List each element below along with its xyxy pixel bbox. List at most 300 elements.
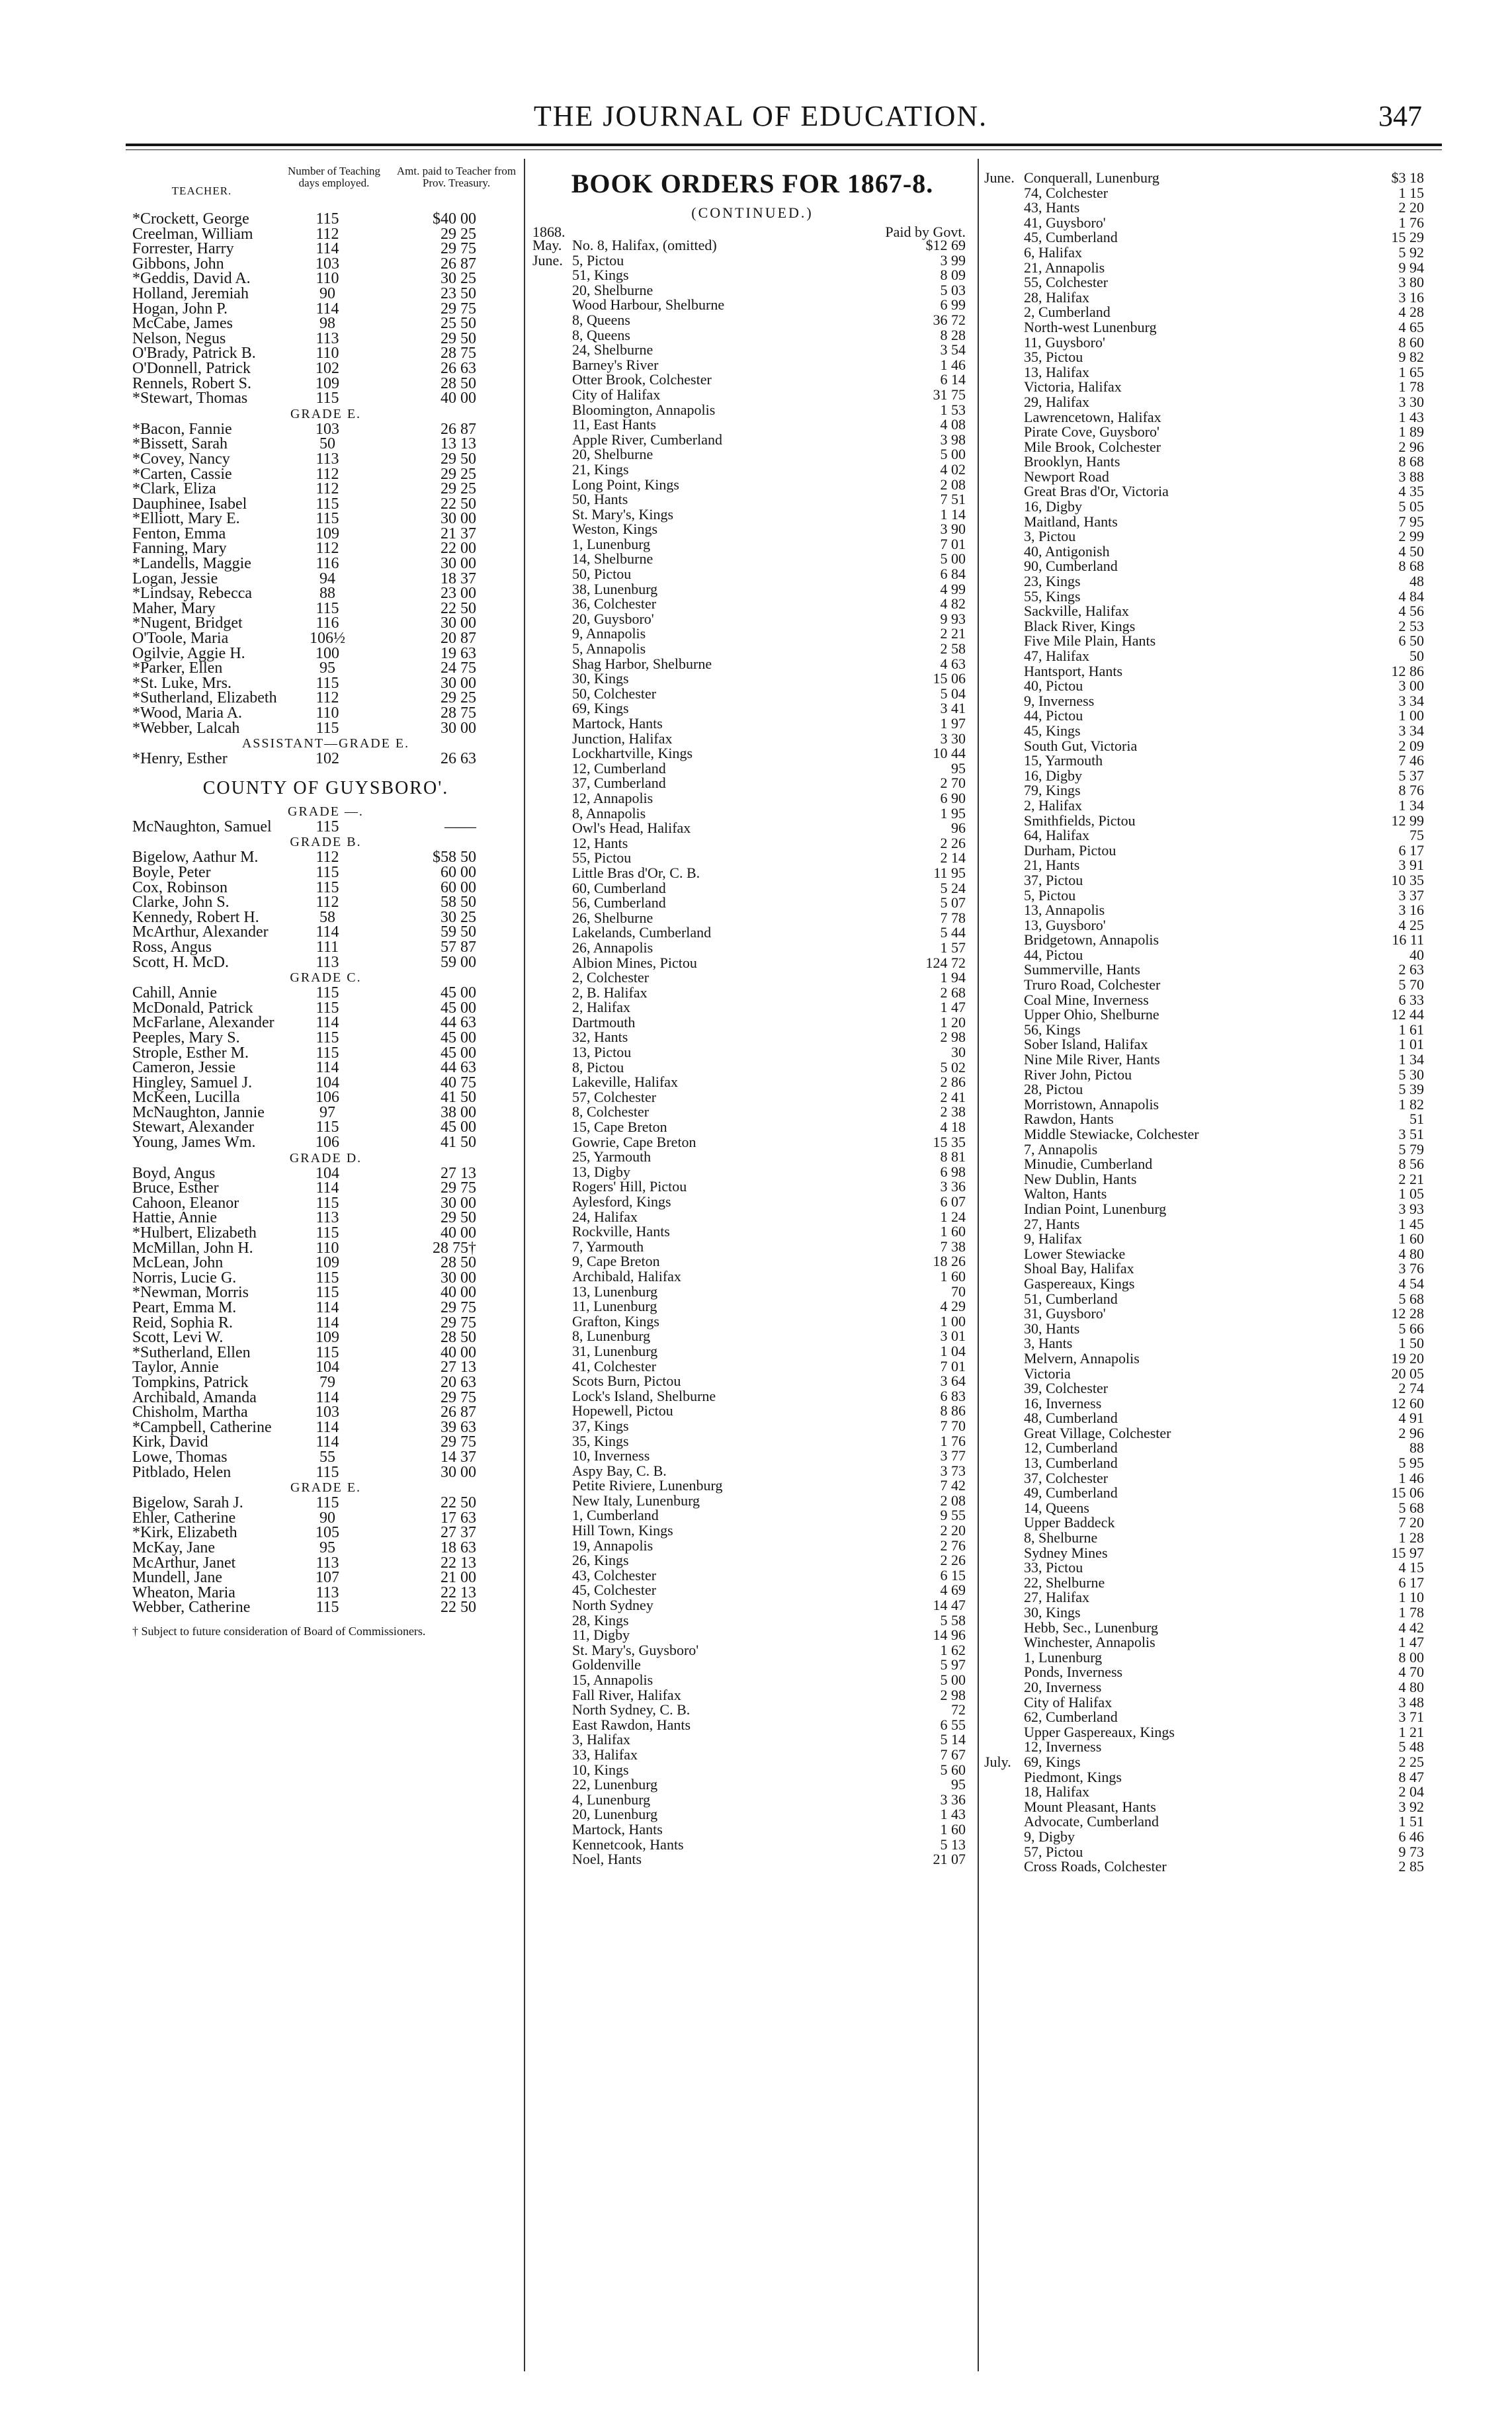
teaching-days: 109 bbox=[315, 1254, 339, 1272]
amount-paid: 3 34 bbox=[1398, 692, 1424, 709]
teacher-name: Gibbons, John bbox=[132, 255, 224, 273]
teaching-days: 115 bbox=[315, 1269, 339, 1287]
school-section: 60, Cumberland bbox=[572, 879, 666, 896]
month-label: May. bbox=[532, 237, 562, 253]
list-item bbox=[984, 918, 1434, 933]
list-item bbox=[984, 679, 1434, 694]
teacher-name: Bigelow, Sarah J. bbox=[132, 1494, 243, 1512]
amount-paid: 2 26 bbox=[940, 834, 966, 851]
amount-paid: 4 08 bbox=[940, 416, 966, 433]
table-row bbox=[132, 331, 519, 347]
amount-paid: 4 50 bbox=[1398, 542, 1424, 560]
book-orders-title: BOOK ORDERS FOR 1867-8. bbox=[571, 169, 934, 198]
teacher-name: Strople, Esther M. bbox=[132, 1044, 249, 1062]
list-item bbox=[984, 634, 1434, 649]
amount-paid: 5 00 bbox=[940, 1671, 966, 1688]
school-section: 8, Pictou bbox=[572, 1058, 624, 1076]
teaching-days: 106 bbox=[315, 1089, 339, 1107]
teaching-days: 103 bbox=[315, 1404, 339, 1421]
list-item bbox=[532, 1374, 972, 1389]
school-section: 50, Hants bbox=[572, 491, 628, 508]
list-item bbox=[532, 1060, 972, 1076]
school-section: Smithfields, Pictou bbox=[1024, 812, 1136, 829]
table-row bbox=[132, 646, 519, 661]
amount-paid: 1 62 bbox=[940, 1641, 966, 1658]
teacher-column bbox=[132, 165, 519, 1638]
amount-paid: 40 00 bbox=[441, 1224, 476, 1242]
amount-paid: 29 50 bbox=[441, 329, 476, 347]
list-item bbox=[532, 761, 972, 777]
amount-paid: 29 25 bbox=[441, 689, 476, 707]
teaching-days: 115 bbox=[315, 599, 339, 617]
amount-paid: 9 82 bbox=[1398, 349, 1424, 366]
list-item bbox=[984, 1755, 1434, 1770]
amount-paid: 5 68 bbox=[1398, 1290, 1424, 1307]
teaching-days: 50 bbox=[319, 435, 335, 453]
amount-paid: 5 48 bbox=[1398, 1738, 1424, 1755]
list-item bbox=[984, 529, 1434, 544]
teaching-days: 115 bbox=[315, 818, 339, 835]
amount-paid: 1 00 bbox=[1398, 707, 1424, 724]
amount-paid: 6 14 bbox=[940, 371, 966, 388]
amount-paid: 1 78 bbox=[1398, 378, 1424, 396]
school-section: Maitland, Hants bbox=[1024, 513, 1118, 530]
school-section: Middle Stewiacke, Colchester bbox=[1024, 1126, 1199, 1142]
amount-paid: 5 39 bbox=[1398, 1081, 1424, 1098]
table-row bbox=[132, 1241, 519, 1256]
amount-paid: 5 37 bbox=[1398, 767, 1424, 784]
school-section: Upper Baddeck bbox=[1024, 1514, 1115, 1531]
teaching-days: 55 bbox=[319, 1448, 335, 1466]
teacher-name: Scott, H. McD. bbox=[132, 953, 229, 971]
list-item bbox=[532, 612, 972, 627]
list-item bbox=[532, 462, 972, 478]
amount-paid: 1 97 bbox=[940, 715, 966, 732]
school-section: City of Halifax bbox=[1024, 1693, 1113, 1711]
teacher-name: Holland, Jeremiah bbox=[132, 284, 249, 302]
amount-paid: 4 99 bbox=[940, 580, 966, 597]
school-section: Advocate, Cumberland bbox=[1024, 1813, 1159, 1830]
school-section: Bridgetown, Annapolis bbox=[1024, 931, 1159, 949]
list-item bbox=[984, 1859, 1434, 1875]
school-section: Hantsport, Hants bbox=[1024, 662, 1123, 679]
school-section: Goldenville bbox=[572, 1656, 641, 1673]
amount-paid: 5 58 bbox=[940, 1611, 966, 1628]
list-item bbox=[532, 1553, 972, 1568]
table-row bbox=[132, 391, 519, 406]
table-row bbox=[132, 1360, 519, 1375]
school-section: Great Bras d'Or, Victoria bbox=[1024, 483, 1169, 500]
list-item bbox=[984, 484, 1434, 499]
amount-paid: 2 08 bbox=[940, 476, 966, 493]
school-section: Brooklyn, Hants bbox=[1024, 453, 1120, 470]
amount-paid: 124 72 bbox=[925, 954, 966, 971]
school-section: 20, Guysboro' bbox=[572, 610, 654, 627]
teacher-name: Cox, Robinson bbox=[132, 878, 228, 896]
teaching-days: 116 bbox=[315, 614, 339, 632]
amount-paid: 8 86 bbox=[940, 1402, 966, 1419]
teacher-name: Maher, Mary bbox=[132, 599, 216, 617]
school-section: 7, Yarmouth bbox=[572, 1238, 644, 1255]
school-section: 21, Hants bbox=[1024, 857, 1080, 874]
teaching-days: 113 bbox=[315, 1209, 339, 1227]
list-item bbox=[984, 454, 1434, 470]
school-section: Morristown, Annapolis bbox=[1024, 1095, 1159, 1113]
teaching-days: 110 bbox=[315, 1239, 339, 1257]
school-section: 26, Annapolis bbox=[572, 939, 653, 956]
table-row bbox=[132, 302, 519, 317]
amount-paid: 1 78 bbox=[1398, 1604, 1424, 1621]
school-section: 20, Shelburne bbox=[572, 281, 653, 298]
teaching-days: 115 bbox=[315, 1194, 339, 1212]
list-item bbox=[532, 1658, 972, 1673]
list-item bbox=[532, 1793, 972, 1808]
list-item bbox=[984, 873, 1434, 888]
school-section: St. Mary's, Guysboro' bbox=[572, 1641, 699, 1658]
list-item bbox=[984, 395, 1434, 410]
table-row bbox=[132, 1465, 519, 1480]
school-section: 47, Halifax bbox=[1024, 648, 1089, 664]
teacher-name: Bigelow, Aathur M. bbox=[132, 849, 259, 867]
teaching-days: 115 bbox=[315, 510, 339, 528]
table-row bbox=[132, 556, 519, 571]
list-item bbox=[532, 1344, 972, 1359]
school-section: 36, Colchester bbox=[572, 595, 657, 613]
amount-paid: 7 42 bbox=[940, 1477, 966, 1494]
school-section: 57, Pictou bbox=[1024, 1843, 1083, 1860]
amount-paid: 21 07 bbox=[933, 1851, 966, 1868]
school-section: 40, Antigonish bbox=[1024, 542, 1110, 560]
amount-paid: 2 08 bbox=[940, 1492, 966, 1509]
amount-paid: 50 bbox=[1409, 648, 1424, 664]
table-row bbox=[132, 467, 519, 482]
amount-paid: 15 35 bbox=[933, 1133, 966, 1150]
amount-paid: 26 63 bbox=[441, 359, 476, 377]
teacher-name: Boyle, Peter bbox=[132, 863, 211, 881]
list-item bbox=[532, 1494, 972, 1509]
teacher-name: Taylor, Annie bbox=[132, 1359, 219, 1376]
month-label: June. bbox=[532, 251, 563, 269]
teacher-name: *Covey, Nancy bbox=[132, 450, 230, 468]
teacher-name: Lowe, Thomas bbox=[132, 1448, 228, 1466]
list-item bbox=[532, 1269, 972, 1285]
table-row bbox=[132, 541, 519, 556]
amount-paid: 44 63 bbox=[441, 1014, 476, 1032]
teacher-name: Young, James Wm. bbox=[132, 1134, 256, 1152]
list-item bbox=[532, 701, 972, 716]
teacher-name: Tompkins, Patrick bbox=[132, 1373, 249, 1391]
list-item bbox=[984, 1157, 1434, 1172]
school-section: Lockhartville, Kings bbox=[572, 745, 693, 762]
list-item bbox=[532, 328, 972, 343]
list-item bbox=[984, 962, 1434, 978]
list-item bbox=[532, 537, 972, 552]
amount-paid: 3 98 bbox=[940, 431, 966, 448]
school-section: 24, Shelburne bbox=[572, 341, 653, 359]
list-item bbox=[984, 1486, 1434, 1501]
list-item bbox=[984, 230, 1434, 245]
amount-paid: 12 44 bbox=[1391, 1006, 1424, 1023]
teacher-name: *Webber, Lalcah bbox=[132, 719, 240, 737]
teacher-heading: TEACHER. bbox=[171, 185, 232, 197]
teacher-name: Cameron, Jessie bbox=[132, 1059, 235, 1077]
school-section: Melvern, Annapolis bbox=[1024, 1349, 1140, 1367]
list-item bbox=[984, 1471, 1434, 1486]
school-section: Rogers' Hill, Pictou bbox=[572, 1178, 687, 1195]
teacher-name: McFarlane, Alexander bbox=[132, 1014, 274, 1032]
list-item bbox=[984, 350, 1434, 365]
list-item bbox=[532, 1389, 972, 1404]
school-section: 57, Colchester bbox=[572, 1088, 657, 1105]
amount-paid: 16 11 bbox=[1392, 931, 1424, 949]
list-item bbox=[532, 1838, 972, 1853]
list-item bbox=[532, 1822, 972, 1838]
teacher-name: Hingley, Samuel J. bbox=[132, 1074, 253, 1091]
teaching-days: 104 bbox=[315, 1074, 339, 1091]
school-section: 69, Kings bbox=[572, 700, 629, 717]
amount-paid: 5 44 bbox=[940, 924, 966, 941]
amount-paid: 4 54 bbox=[1398, 1275, 1424, 1292]
amount-paid: 1 34 bbox=[1398, 1051, 1424, 1068]
teacher-name: Pitblado, Helen bbox=[132, 1463, 231, 1481]
amount-paid: 28 75 bbox=[441, 345, 476, 362]
table-row bbox=[132, 1105, 519, 1121]
amount-paid: 1 34 bbox=[1398, 796, 1424, 814]
list-item bbox=[984, 649, 1434, 664]
table-row bbox=[132, 482, 519, 497]
list-item bbox=[984, 1650, 1434, 1666]
table-row bbox=[132, 1316, 519, 1331]
list-item bbox=[984, 724, 1434, 739]
amount-paid: 95 bbox=[951, 759, 966, 777]
teacher-name: Ogilvie, Aggie H. bbox=[132, 644, 245, 662]
table-row bbox=[132, 850, 519, 865]
school-section: 15, Annapolis bbox=[572, 1671, 653, 1688]
amount-paid: 2 98 bbox=[940, 1686, 966, 1703]
school-section: 39, Colchester bbox=[1024, 1380, 1109, 1397]
teacher-name: *Parker, Ellen bbox=[132, 659, 223, 677]
amount-paid: 3 36 bbox=[940, 1178, 966, 1195]
teaching-days: 115 bbox=[315, 1029, 339, 1046]
amount-paid: 2 74 bbox=[1398, 1380, 1424, 1397]
teacher-name: *Hulbert, Elizabeth bbox=[132, 1224, 257, 1242]
amount-paid: 4 18 bbox=[940, 1119, 966, 1136]
amount-paid: 1 47 bbox=[1398, 1634, 1424, 1651]
school-section: Conquerall, Lunenburg bbox=[1024, 169, 1159, 186]
list-item bbox=[984, 1082, 1434, 1097]
teacher-name: Scott, Levi W. bbox=[132, 1329, 224, 1347]
teacher-name: McMillan, John H. bbox=[132, 1239, 253, 1257]
amount-paid: 5 03 bbox=[940, 281, 966, 298]
amount-paid: 22 50 bbox=[441, 599, 476, 617]
school-section: Sackville, Halifax bbox=[1024, 603, 1129, 620]
school-section: 56, Cumberland bbox=[572, 894, 666, 911]
school-section: Sober Island, Halifax bbox=[1024, 1036, 1148, 1053]
amount-paid: 45 00 bbox=[441, 999, 476, 1017]
amount-paid: 20 63 bbox=[441, 1373, 476, 1391]
table-row bbox=[132, 1375, 519, 1390]
school-section: Pirate Cove, Guysboro' bbox=[1024, 423, 1159, 441]
school-section: 30, Hants bbox=[1024, 1320, 1080, 1337]
amount-paid: 2 98 bbox=[940, 1029, 966, 1046]
amount-paid: 6 07 bbox=[940, 1193, 966, 1210]
school-section: Sydney Mines bbox=[1024, 1544, 1108, 1561]
amount-paid: 6 33 bbox=[1398, 991, 1424, 1008]
list-item bbox=[532, 1224, 972, 1240]
list-item bbox=[984, 1247, 1434, 1262]
teacher-name: Kennedy, Robert H. bbox=[132, 908, 259, 926]
list-item bbox=[532, 507, 972, 523]
amount-paid: 27 37 bbox=[441, 1524, 476, 1542]
amount-paid: 3 64 bbox=[940, 1373, 966, 1390]
teacher-name: Logan, Jessie bbox=[132, 570, 218, 587]
amount-paid: 4 91 bbox=[1398, 1410, 1424, 1427]
list-item bbox=[984, 1770, 1434, 1785]
teaching-days: 115 bbox=[315, 1463, 339, 1481]
amount-paid: 58 50 bbox=[441, 894, 476, 911]
school-section: 21, Annapolis bbox=[1024, 259, 1105, 276]
days-heading: Number of Teaching days employed. bbox=[287, 165, 381, 189]
amount-paid: 8 60 bbox=[1398, 333, 1424, 351]
teaching-days: 111 bbox=[315, 938, 339, 956]
teacher-name: *Campbell, Catherine bbox=[132, 1418, 272, 1436]
table-row bbox=[132, 1120, 519, 1135]
grade-heading: ASSISTANT—GRADE E. bbox=[241, 736, 410, 751]
teaching-days: 94 bbox=[319, 570, 335, 587]
table-block-3 bbox=[132, 751, 519, 767]
teacher-name: *Sutherland, Elizabeth bbox=[132, 689, 277, 707]
amount-paid: 15 06 bbox=[1391, 1484, 1424, 1502]
list-item bbox=[984, 708, 1434, 724]
amount-paid: —— bbox=[444, 818, 476, 835]
amount-paid: 1 94 bbox=[940, 969, 966, 986]
teacher-name: Stewart, Alexander bbox=[132, 1119, 254, 1136]
teacher-name: Chisholm, Martha bbox=[132, 1404, 248, 1421]
amount-paid: 22 50 bbox=[441, 495, 476, 513]
school-section: 13, Pictou bbox=[572, 1044, 632, 1061]
teacher-name: Peart, Emma M. bbox=[132, 1299, 237, 1316]
amount-paid: 29 75 bbox=[441, 1299, 476, 1316]
teaching-days: 115 bbox=[315, 495, 339, 513]
amount-paid: 3 92 bbox=[1398, 1798, 1424, 1815]
teaching-days: 58 bbox=[319, 908, 335, 926]
school-section: 20, Lunenburg bbox=[572, 1806, 658, 1823]
amount-paid: 1 28 bbox=[1398, 1529, 1424, 1546]
list-item bbox=[532, 492, 972, 507]
school-section: Piedmont, Kings bbox=[1024, 1768, 1122, 1785]
list-item bbox=[532, 746, 972, 761]
school-section: Lawrencetown, Halifax bbox=[1024, 408, 1161, 425]
school-section: 22, Shelburne bbox=[1024, 1574, 1105, 1591]
school-section: 44, Pictou bbox=[1024, 946, 1083, 963]
school-section: 5, Pictou bbox=[572, 251, 624, 269]
amount-paid: 2 09 bbox=[1398, 737, 1424, 754]
teacher-name: *Sutherland, Ellen bbox=[132, 1343, 251, 1361]
school-section: Rockville, Hants bbox=[572, 1223, 670, 1240]
school-section: 62, Cumberland bbox=[1024, 1709, 1118, 1726]
amount-paid: 3 93 bbox=[1398, 1200, 1424, 1217]
teacher-table-header bbox=[132, 165, 519, 212]
list-item bbox=[984, 1515, 1434, 1531]
list-item bbox=[532, 1508, 972, 1523]
school-section: 8, Colchester bbox=[572, 1103, 650, 1121]
table-block-4 bbox=[132, 820, 519, 835]
teaching-days: 112 bbox=[315, 849, 339, 867]
amount-paid: 4 02 bbox=[940, 460, 966, 478]
list-item bbox=[984, 216, 1434, 231]
table-block-1 bbox=[132, 212, 519, 406]
list-item bbox=[532, 956, 972, 971]
school-section: Rawdon, Hants bbox=[1024, 1111, 1114, 1128]
school-section: 19, Annapolis bbox=[572, 1537, 653, 1554]
school-section: 8, Shelburne bbox=[1024, 1529, 1098, 1546]
table-row bbox=[132, 895, 519, 910]
table-row bbox=[132, 1060, 519, 1076]
school-section: Walton, Hants bbox=[1024, 1185, 1107, 1203]
header-rule-thin bbox=[126, 149, 1442, 150]
teaching-days: 113 bbox=[315, 329, 339, 347]
list-item bbox=[532, 447, 972, 462]
amount-paid: 1 46 bbox=[1398, 1469, 1424, 1486]
table-row bbox=[132, 422, 519, 437]
table-row bbox=[132, 361, 519, 376]
teaching-days: 115 bbox=[315, 674, 339, 692]
amount-paid: 1 01 bbox=[1398, 1036, 1424, 1053]
teaching-days: 107 bbox=[315, 1569, 339, 1587]
school-section: North-west Lunenburg bbox=[1024, 318, 1157, 335]
amount-paid: 1 60 bbox=[940, 1820, 966, 1838]
school-section: 49, Cumberland bbox=[1024, 1484, 1118, 1502]
list-item bbox=[984, 1800, 1434, 1815]
amount-paid: 1 60 bbox=[940, 1223, 966, 1240]
amount-paid: 14 47 bbox=[933, 1597, 966, 1614]
amount-paid: 38 00 bbox=[441, 1103, 476, 1121]
amount-paid: 5 68 bbox=[1398, 1499, 1424, 1516]
teacher-name: O'Toole, Maria bbox=[132, 630, 229, 648]
list-item bbox=[984, 1097, 1434, 1113]
month-label: June. bbox=[984, 169, 1015, 186]
school-section: Little Bras d'Or, C. B. bbox=[572, 864, 700, 881]
amount-paid: $12 69 bbox=[925, 237, 966, 253]
list-item bbox=[532, 1075, 972, 1090]
list-item bbox=[984, 1830, 1434, 1845]
teaching-days: 112 bbox=[315, 540, 339, 558]
table-row bbox=[132, 286, 519, 302]
list-item bbox=[532, 1628, 972, 1643]
school-section: 26, Kings bbox=[572, 1552, 629, 1569]
list-item bbox=[984, 948, 1434, 963]
amount-paid: 2 96 bbox=[1398, 438, 1424, 455]
list-item bbox=[532, 1135, 972, 1150]
school-section: Coal Mine, Inverness bbox=[1024, 991, 1149, 1008]
list-item bbox=[532, 582, 972, 597]
amount-paid: 30 00 bbox=[441, 719, 476, 737]
table-row bbox=[132, 1135, 519, 1150]
table-row bbox=[132, 1181, 519, 1196]
list-item bbox=[532, 1299, 972, 1314]
teaching-days: 109 bbox=[315, 1329, 339, 1347]
school-section: Indian Point, Lunenburg bbox=[1024, 1200, 1167, 1217]
list-item bbox=[984, 275, 1434, 290]
amount-paid: 59 50 bbox=[441, 923, 476, 941]
amount-paid: 6 15 bbox=[940, 1566, 966, 1584]
grade-heading: GRADE E. bbox=[290, 406, 362, 421]
amount-paid: 3 71 bbox=[1398, 1709, 1424, 1726]
amount-paid: 1 10 bbox=[1398, 1589, 1424, 1606]
list-item bbox=[532, 776, 972, 791]
amount-paid: 3 41 bbox=[940, 700, 966, 717]
teaching-days: 115 bbox=[315, 210, 339, 228]
